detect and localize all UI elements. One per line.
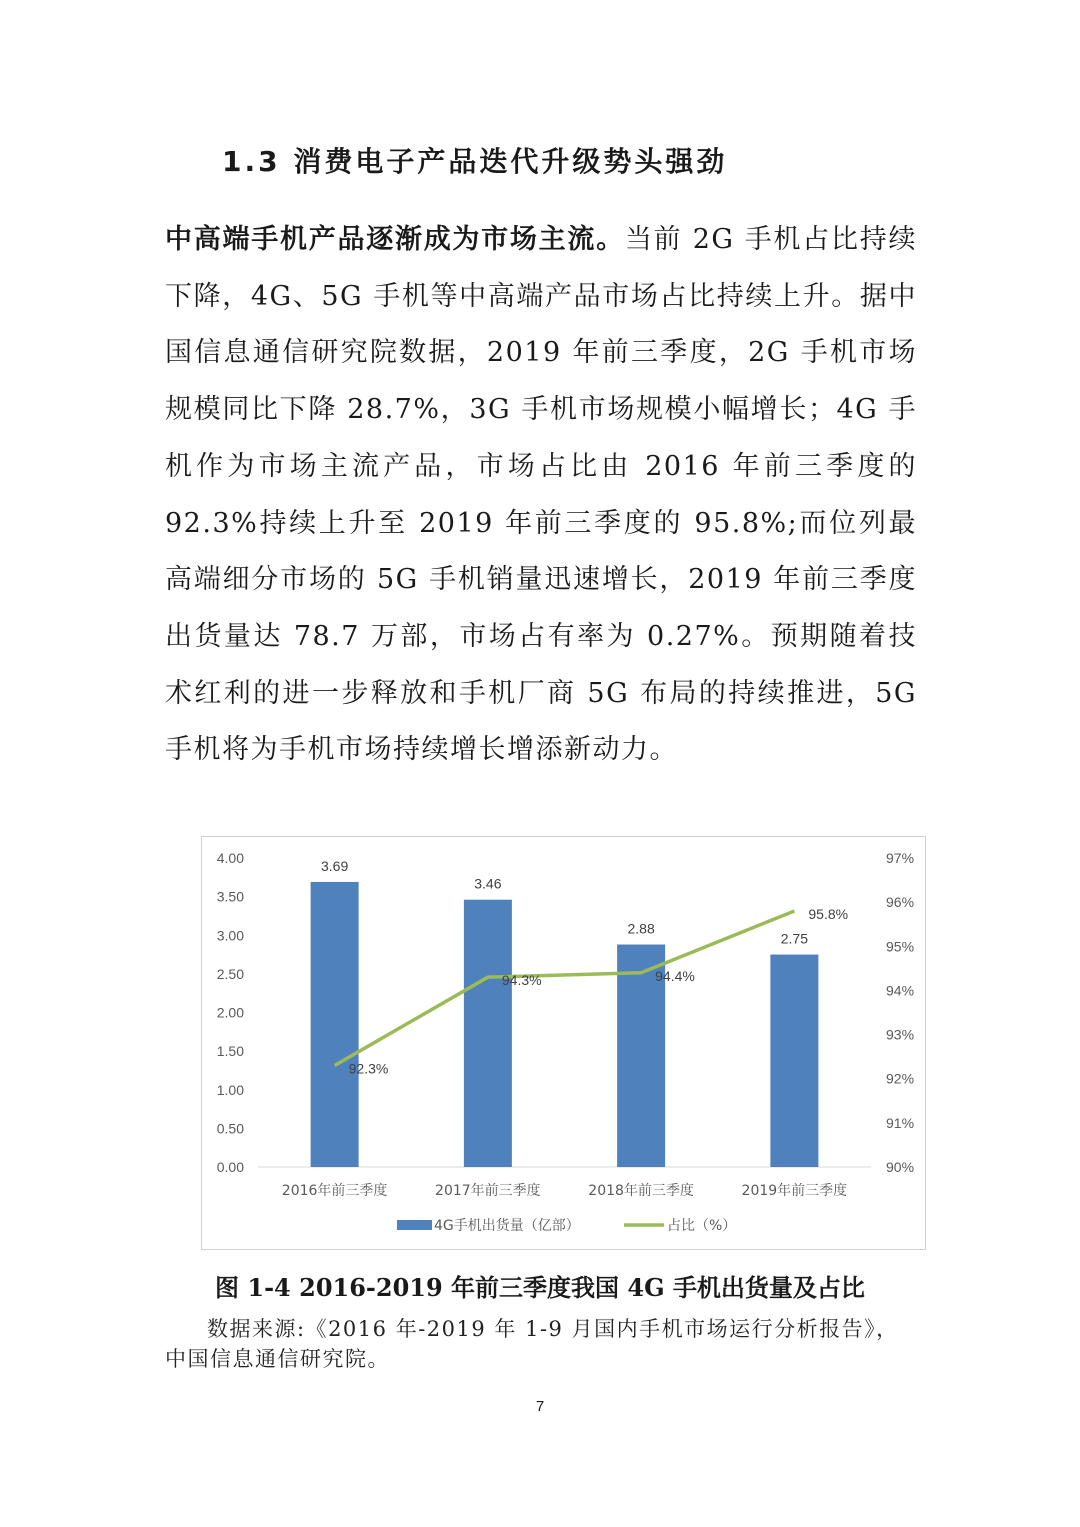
y-right-tick-label: 96% [886, 894, 915, 911]
legend-line-label: 占比（%） [667, 1218, 737, 1234]
shipment-chart [202, 837, 927, 1251]
page-number: 7 [535, 1398, 545, 1415]
bar-value-label: 3.46 [474, 875, 502, 892]
line-value-label: 94.3% [501, 972, 542, 989]
y-right-tick-label: 97% [886, 850, 915, 866]
share-line [335, 911, 795, 1066]
bar-value-label: 2.75 [780, 930, 808, 947]
lead-sentence: 中高端手机产品逐渐成为市场主流。 [165, 224, 625, 255]
chart-frame [201, 836, 926, 1250]
y-right-tick-label: 94% [886, 982, 915, 999]
line-value-label: 92.3% [348, 1060, 389, 1077]
y-right-tick-label: 93% [886, 1026, 915, 1043]
y-left-tick-label: 0.00 [216, 1159, 244, 1175]
x-category-label: 2016年前三季度 [281, 1183, 388, 1199]
bar-value-label: 3.69 [321, 857, 349, 874]
section-heading: 1.3 消费电子产品迭代升级势头强劲 [222, 145, 728, 178]
shipment-bar [311, 882, 359, 1167]
y-left-tick-label: 3.00 [216, 927, 244, 944]
legend-bar-swatch [397, 1220, 432, 1230]
data-source-note: 数据来源:《2016 年-2019 年 1-9 月国内手机市场运行分析报告》，中国信息通信研究院。 [165, 1317, 899, 1371]
y-left-tick-label: 4.00 [216, 850, 244, 866]
bar-value-label: 2.88 [627, 920, 655, 937]
x-category-label: 2018年前三季度 [588, 1183, 694, 1199]
shipment-bar [770, 955, 818, 1167]
y-left-tick-label: 0.50 [216, 1120, 244, 1137]
y-left-tick-label: 2.50 [216, 965, 244, 982]
figure-caption: 图 1-4 2016-2019 年前三季度我国 4G 手机出货量及占比 [215, 1273, 865, 1302]
y-left-tick-label: 1.00 [216, 1081, 244, 1098]
shipment-bar [464, 900, 512, 1167]
legend-bar-label: 4G手机出货量（亿部） [434, 1218, 580, 1234]
x-category-label: 2017年前三季度 [435, 1183, 541, 1199]
y-right-tick-label: 91% [886, 1114, 915, 1131]
line-value-label: 94.4% [655, 967, 695, 984]
y-left-tick-label: 2.00 [216, 1004, 244, 1021]
y-left-tick-label: 3.50 [216, 888, 244, 905]
y-right-tick-label: 92% [886, 1070, 915, 1087]
body-paragraph [165, 212, 917, 779]
x-category-label: 2019年前三季度 [741, 1183, 848, 1199]
paragraph-text: 当前 2G 手机占比持续下降，4G、5G 手机等中高端产品市场占比持续上升。据中国信息通信研究院数据，2019 年前三季度，2G 手机市场规模同比下降 28.7%，3G 手机市场规模小幅增长；4G 手机作为市场主流产品，市场占比由 2016 年前三季度的 92.3%持续上升至 2019 年前三季度的 95.8%;而位列最高端细分市场的 5G 手机销量迅速增长，2019 年前三季度出货量达 78.7 万部，市场占有率为 0.27%。预期随着技术红利的进一步释放和手机厂商 5G 布局的持续推进，5G 手机将为手机市场持续增长增添新动力。 [165, 224, 917, 766]
line-value-label: 95.8% [808, 905, 849, 922]
y-right-tick-label: 90% [886, 1159, 915, 1175]
y-right-tick-label: 95% [886, 938, 915, 955]
y-left-tick-label: 1.50 [216, 1043, 244, 1060]
